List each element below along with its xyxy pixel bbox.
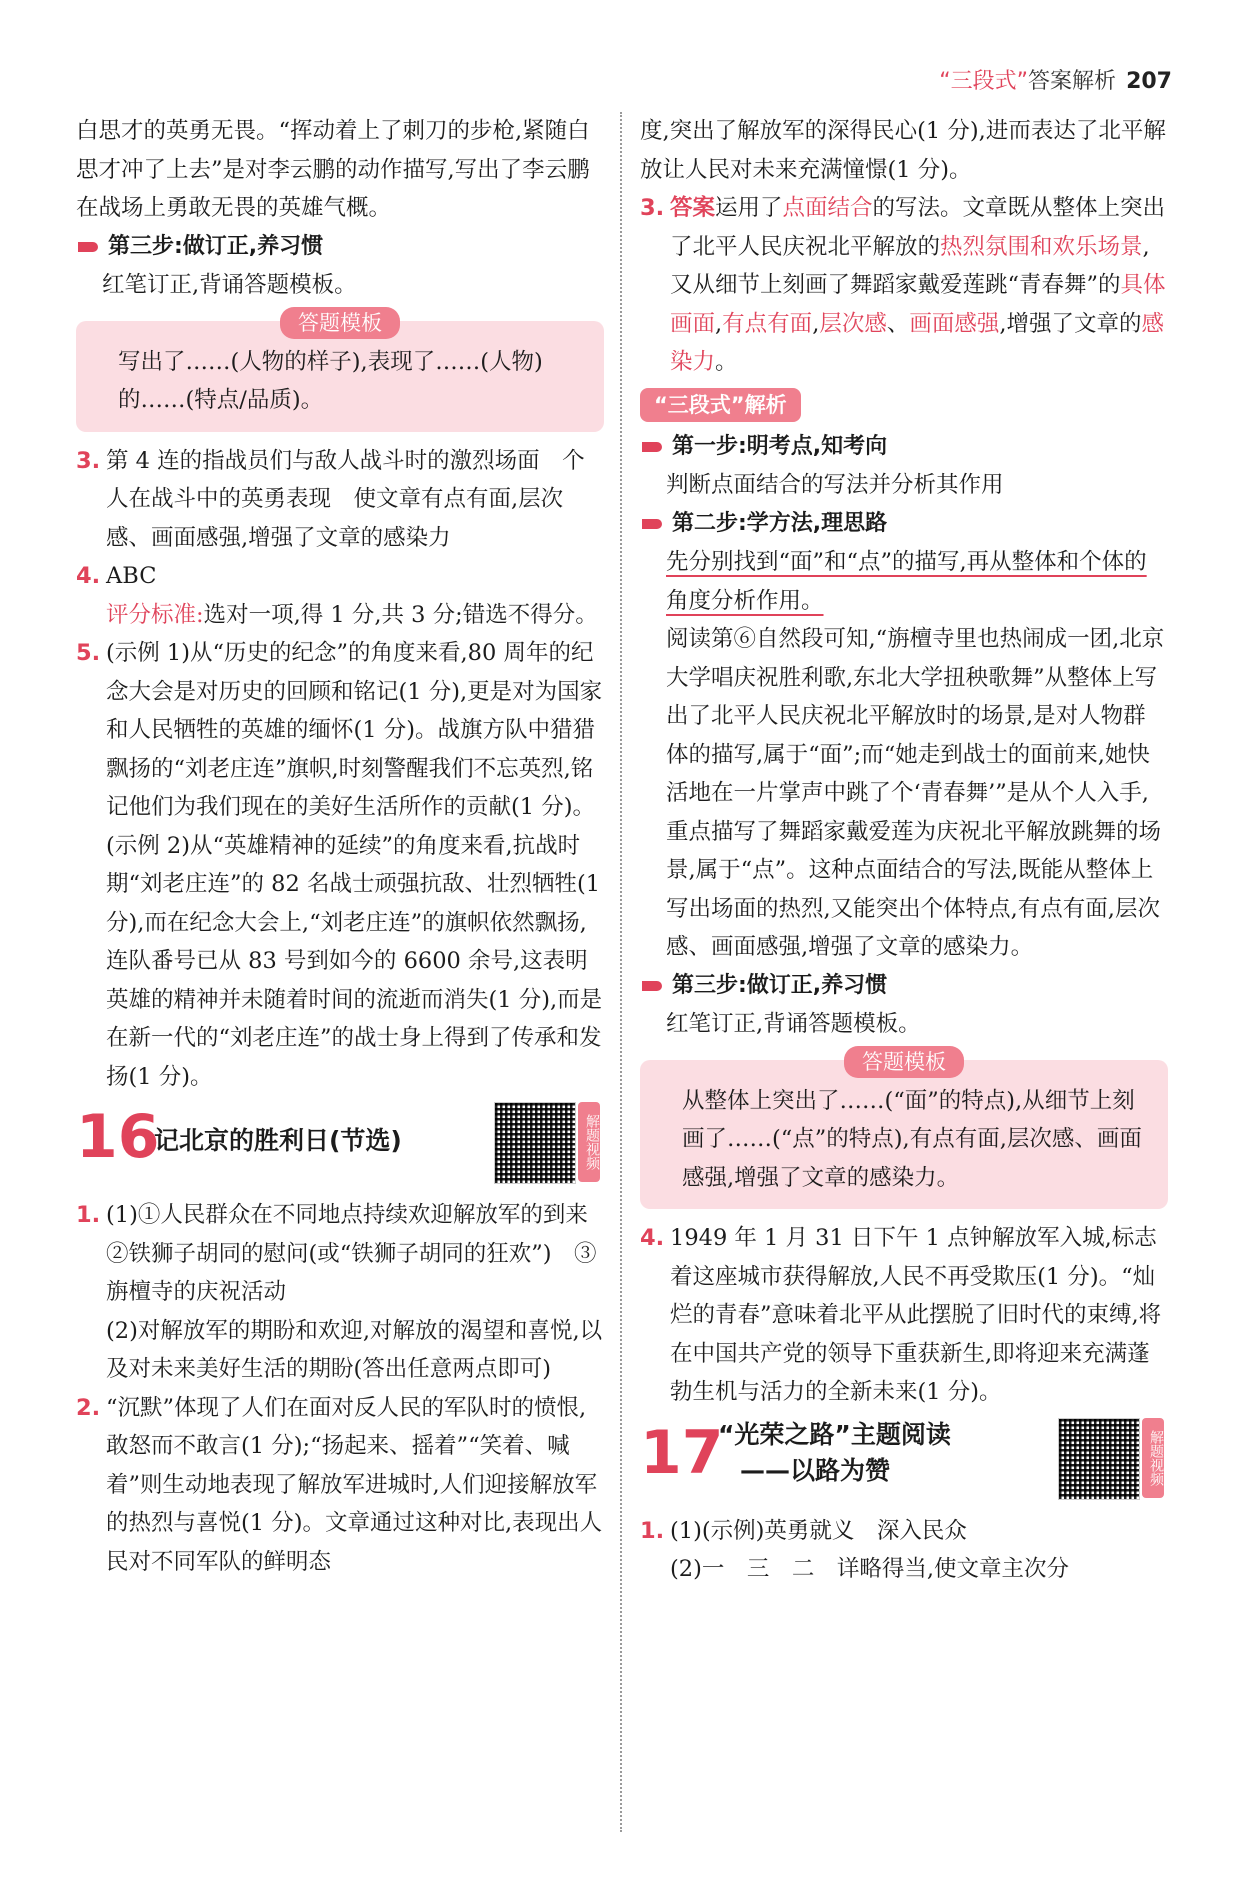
ch16-question-2 bbox=[76, 1389, 604, 1582]
q3-seg-5: 。 bbox=[715, 349, 738, 375]
left-q3-number: 3. bbox=[76, 447, 101, 474]
left-question-5 bbox=[76, 634, 604, 1096]
chapter-17-title: “光荣之路”主题阅读 bbox=[718, 1419, 951, 1449]
chapter-17-qr-block[interactable] bbox=[1058, 1418, 1168, 1506]
right-template-tag: 答题模板 bbox=[844, 1046, 964, 1078]
chapter-17-heading bbox=[640, 1418, 1168, 1508]
right-step2-title: 第二步:学方法,理思路 bbox=[640, 505, 1168, 544]
q3-key-5: 层次感 bbox=[819, 310, 887, 337]
column-divider bbox=[620, 112, 622, 1832]
q3-seg-3: ,又从细节上刻画了舞蹈家戴爱莲跳“青春舞”的 bbox=[670, 233, 1150, 298]
chapter-17-number: 17 bbox=[640, 1417, 724, 1488]
ch16-q1-part2: (2)对解放军的期盼和欢迎,对解放的渴望和喜悦,以及对未来美好生活的期盼(答出任意两点即可) bbox=[106, 1317, 603, 1382]
q3-key-2: 热烈氛围和欢乐场景 bbox=[940, 233, 1143, 260]
left-step3-text: 红笔订正,背诵答题模板。 bbox=[102, 272, 357, 298]
ch16-q1-number: 1. bbox=[76, 1202, 101, 1228]
right-step1-text: 判断点面结合的写法并分析其作用 bbox=[666, 472, 1004, 498]
right-step2-analysis: 阅读第⑥自然段可知,“旃檀寺里也热闹成一团,北京大学唱庆祝胜利歌,东北大学扭秧歌舞”从整体上写出了北平人民庆祝北平解放时的场景,是对人物群体的描写,属于“面”;而“她走到战士的面前来,她快活地在一片掌声中跳了个‘青春舞’”是从个人入手,重点描写了舞蹈家戴爱莲为庆祝北平解放跳舞的场景,属于“点”。这种点面结合的写法,既能从整体上写出场面的热烈,又能突出个体特点,有点有面,层次感、画面感强,增强了文章的感染力。 bbox=[666, 626, 1165, 960]
video-solution-tag: 解题视频 bbox=[578, 1102, 600, 1182]
chapter-16-title: 记北京的胜利日(节选) bbox=[154, 1126, 402, 1155]
right-q3-number: 3. bbox=[640, 195, 665, 221]
ch16-q1-part1: (1)①人民群众在不同地点持续欢迎解放军的到来 ②铁狮子胡同的慰问(或“铁狮子胡同的狂欢”) ③旃檀寺的庆祝活动 bbox=[106, 1202, 611, 1305]
ch16-q2-text: “沉默”体现了人们在面对反人民的军队时的愤恨,敢怒而不敢言(1 分);“扬起来、摇着”“笑着、喊着”则生动地表现了解放军进城时,人们迎接解放军的热烈与喜悦(1 分)。文章通过这种对比,表现出人民对不同军队的鲜明态 bbox=[106, 1394, 603, 1575]
right-q4-number: 4. bbox=[640, 1225, 665, 1251]
right-step1-title: 第一步:明考点,知考向 bbox=[640, 428, 1168, 467]
right-step3-text: 红笔订正,背诵答题模板。 bbox=[666, 1011, 921, 1037]
left-question-4 bbox=[76, 557, 604, 634]
ch16-q2-number: 2. bbox=[76, 1394, 101, 1421]
left-template-text: 写出了……(人物的样子),表现了……(人物)的……(特点/品质)。 bbox=[118, 348, 543, 413]
left-question-3 bbox=[76, 442, 604, 558]
right-column bbox=[640, 112, 1168, 1589]
q3-seg-2: 的写法。文章既从整体上突出了北平人民庆祝北平解放的 bbox=[670, 195, 1166, 260]
page-number: 207 bbox=[1126, 69, 1172, 94]
right-step3-title: 第三步:做订正,养习惯 bbox=[640, 967, 1168, 1006]
ch17-q1-part2: (2)一 三 二 详略得当,使文章主次分 bbox=[670, 1556, 1070, 1582]
chapter-16-heading bbox=[76, 1102, 604, 1192]
q3-seg-1: 运用了 bbox=[715, 195, 783, 221]
left-q4-text: ABC bbox=[106, 563, 157, 589]
right-template-text: 从整体上突出了……(“面”的特点),从细节上刻画了……(“点”的特点),有点有面,层次感、画面感强,增强了文章的感染力。 bbox=[682, 1087, 1142, 1191]
left-column bbox=[76, 112, 611, 1581]
answer-label: 答案 bbox=[670, 195, 716, 221]
right-step2-text: 先分别找到“面”和“点”的描写,再从整体和个体的角度分析作用。 bbox=[666, 549, 1147, 614]
q3-key-1: 点面结合 bbox=[782, 195, 873, 221]
ch17-question-1 bbox=[640, 1512, 1168, 1589]
left-intro-paragraph: 白思才的英勇无畏。“挥动着上了刺刀的步枪,紧随白思才冲了上去”是对李云鹏的动作描写,写出了李云鹏在战场上勇敢无畏的英雄气概。 bbox=[76, 118, 590, 221]
q3-sep-3: 、 bbox=[886, 310, 910, 337]
qr-code-icon[interactable] bbox=[494, 1102, 576, 1184]
chapter-17-subtitle: ——以路为赞 bbox=[740, 1455, 891, 1485]
ch17-q1-part1: (1)(示例)英勇就义 深入民众 bbox=[670, 1517, 967, 1544]
right-question-4 bbox=[640, 1219, 1168, 1412]
left-q5-example1: (示例 1)从“历史的纪念”的角度来看,80 周年的纪念大会是对历史的回顾和铭记(1 分),更是对为国家和人民牺牲的英雄的缅怀(1 分)。战旗方队中猎猎飘扬的“刘老庄连”旗帜,时刻警醒我们不忘英烈,铭记他们为我们现在的美好生活所作的贡献(1 分)。 bbox=[106, 640, 603, 820]
q3-sep-2: , bbox=[812, 310, 820, 337]
left-q5-number: 5. bbox=[76, 640, 101, 666]
q3-key-4: 有点有面 bbox=[722, 310, 813, 337]
left-answer-template bbox=[76, 310, 604, 432]
qr-code-icon[interactable] bbox=[1058, 1418, 1140, 1500]
q3-sep-1: , bbox=[715, 310, 723, 337]
header-label: 答案解析 bbox=[1028, 69, 1117, 94]
q3-key-6: 画面感强 bbox=[909, 310, 1000, 337]
right-answer-template bbox=[640, 1049, 1168, 1210]
header-brand: “三段式” bbox=[939, 69, 1029, 94]
right-intro-paragraph: 度,突出了解放军的深得民心(1 分),进而表达了北平解放让人民对未来充满憧憬(1 分)。 bbox=[640, 118, 1166, 183]
left-q4-score-label: 评分标准: bbox=[106, 601, 204, 628]
video-solution-tag: 解题视频 bbox=[1142, 1418, 1164, 1498]
q3-key-3: 具体画面 bbox=[670, 272, 1166, 337]
left-q5-example2: (示例 2)从“英雄精神的延续”的角度来看,抗战时期“刘老庄连”的 82 名战士顽强抗敌、壮烈牺牲(1 分),而在纪念大会上,“刘老庄连”的旗帜依然飘扬,连队番号已从 83 号到如今的 6600 余号,这表明英雄的精神并未随着时间的流逝而消失(1 分),而是在新一代的“刘老庄连”的战士身上得到了传承和发扬(1 分)。 bbox=[106, 832, 603, 1090]
ch17-q1-number: 1. bbox=[640, 1517, 665, 1544]
page-header bbox=[939, 64, 1172, 95]
ch16-question-1 bbox=[76, 1196, 611, 1389]
left-q4-number: 4. bbox=[76, 563, 101, 589]
chapter-16-number: 16 bbox=[76, 1102, 160, 1172]
left-step3-title: 第三步:做订正,养习惯 bbox=[76, 228, 604, 267]
q3-key-7: 感染力 bbox=[670, 310, 1165, 375]
q3-seg-4: ,增强了文章的 bbox=[999, 310, 1142, 337]
left-template-tag: 答题模板 bbox=[280, 307, 400, 339]
analysis-badge: “三段式”解析 bbox=[640, 388, 801, 422]
right-question-3 bbox=[640, 189, 1168, 382]
chapter-16-qr-block[interactable] bbox=[494, 1102, 604, 1190]
right-q4-text: 1949 年 1 月 31 日下午 1 点钟解放军入城,标志着这座城市获得解放,人民不再受欺压(1 分)。“灿烂的青春”意味着北平从此摆脱了旧时代的束缚,将在中国共产党的领导下重获新生,即将迎来充满蓬勃生机与活力的全新未来(1 分)。 bbox=[670, 1225, 1162, 1405]
left-q4-score-text: 选对一项,得 1 分,共 3 分;错选不得分。 bbox=[203, 601, 598, 628]
left-q3-text: 第 4 连的指战员们与敌人战斗时的激烈场面 个人在战斗中的英勇表现 使文章有点有面,层次感、画面感强,增强了文章的感染力 bbox=[106, 447, 585, 551]
